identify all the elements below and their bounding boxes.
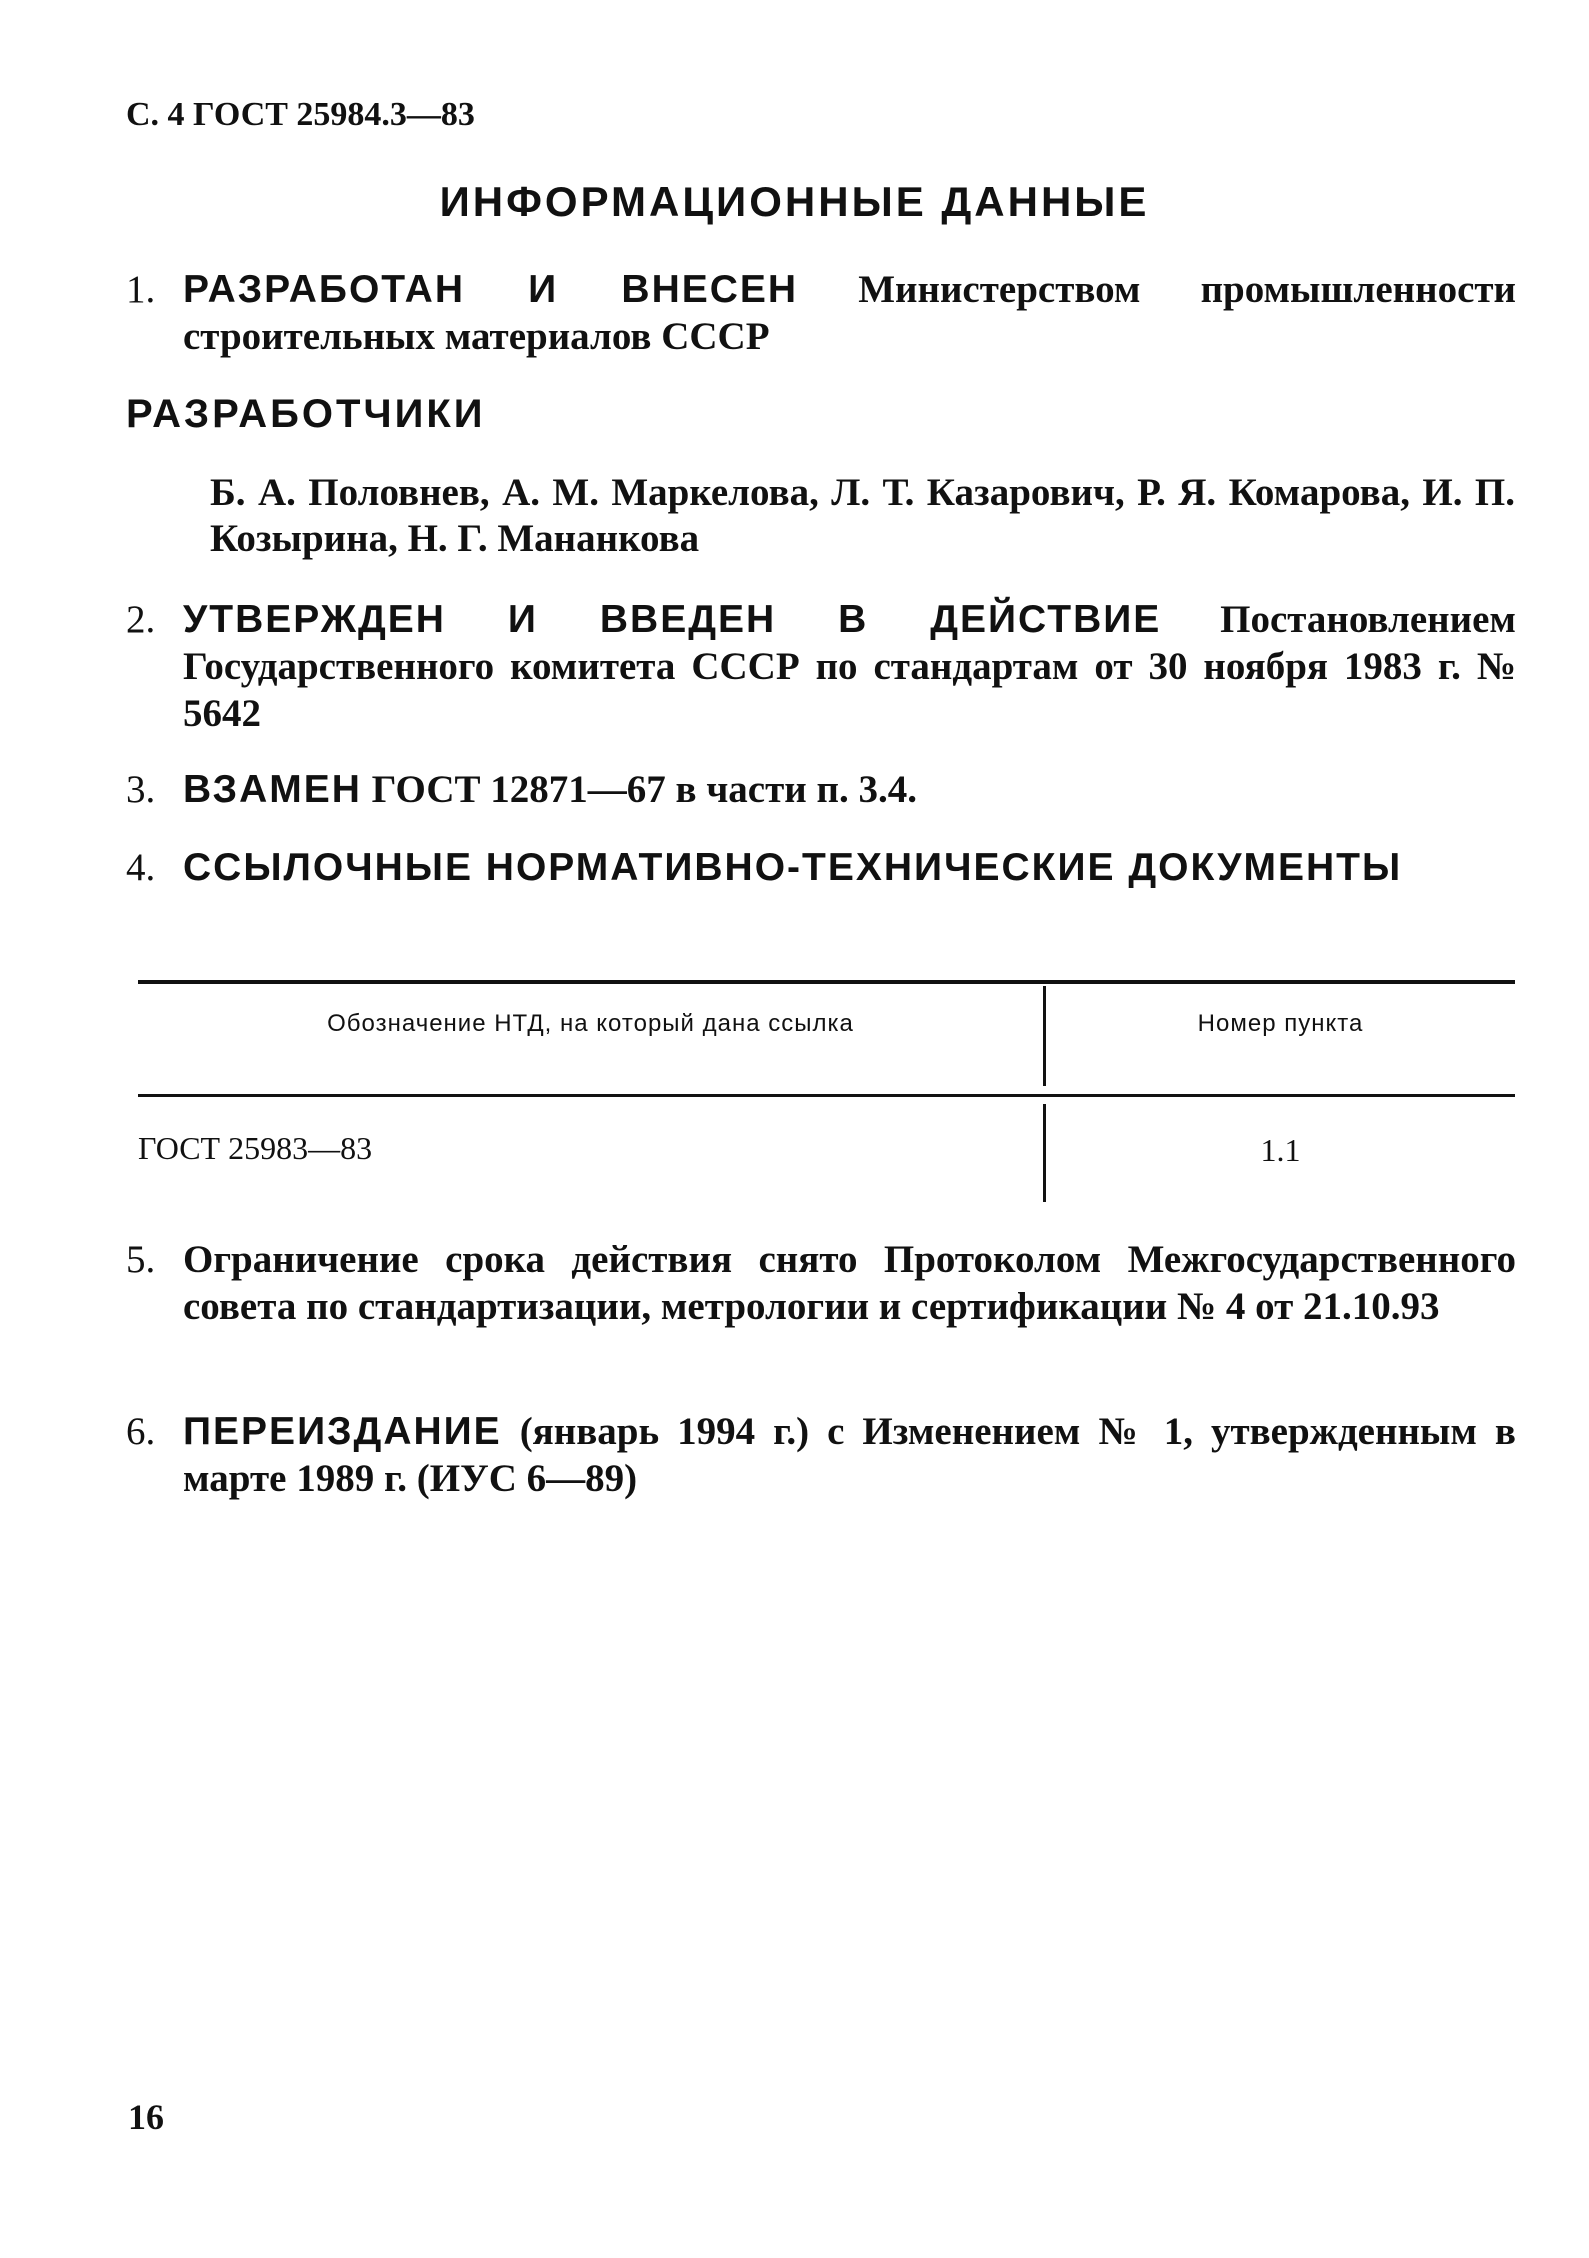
section-number: 3. (126, 768, 156, 811)
section-lead: ВЗАМЕН (183, 768, 362, 811)
table-cell-clause: 1.1 (1260, 1132, 1301, 1168)
section-number: 5. (126, 1238, 156, 1281)
section-text: Постановлением Государственного комитета СССР по стандартам от 30 ноября 1983 г. № 5642 (183, 598, 1516, 735)
section-lead: РАЗРАБОТАН И ВНЕСЕН (183, 268, 799, 311)
page-number: 16 (128, 2097, 164, 2137)
section-2 (126, 596, 1516, 737)
section-1 (126, 266, 1516, 360)
table-top-rule (138, 980, 1515, 984)
running-header: С. 4 ГОСТ 25984.3—83 (126, 96, 475, 133)
developers-list: Б. А. Половнев, А. М. Маркелова, Л. Т. Казарович, Р. Я. Комарова, И. П. Козырина, Н. Г. Мананкова (210, 471, 1515, 560)
section-number: 1. (126, 268, 156, 311)
section-text: ГОСТ 12871—67 в части п. 3.4. (371, 768, 917, 811)
table-header-clause: Номер пункта (1197, 1010, 1364, 1037)
reference-table (138, 980, 1515, 1210)
section-text: (январь 1994 г.) с Изменением № 1, утвержденным в марте 1989 г. (ИУС 6—89) (183, 1410, 1516, 1500)
section-number: 2. (126, 598, 156, 641)
developers-heading: РАЗРАБОТЧИКИ (126, 392, 486, 436)
section-lead: ССЫЛОЧНЫЕ НОРМАТИВНО-ТЕХНИЧЕСКИЕ ДОКУМЕНТЫ (183, 846, 1403, 889)
table-cell-designation: ГОСТ 25983—83 (138, 1130, 373, 1166)
section-number: 4. (126, 846, 156, 889)
section-5 (126, 1236, 1516, 1330)
section-text: Министерством промышленности строительных материалов СССР (183, 268, 1517, 358)
section-3 (126, 766, 1516, 813)
section-6 (126, 1408, 1516, 1502)
section-text: Ограничение срока действия снято Протоколом Межгосударственного совета по стандартизации, метрологии и сертификации № 4 от 21.10.93 (183, 1238, 1516, 1328)
page-title: ИНФОРМАЦИОННЫЕ ДАННЫЕ (439, 178, 1150, 225)
section-lead: ПЕРЕИЗДАНИЕ (183, 1410, 502, 1453)
table-header-rule (138, 1094, 1515, 1097)
section-4 (126, 844, 1516, 891)
table-header-designation: Обозначение НТД, на который дана ссылка (327, 1010, 854, 1037)
section-lead: УТВЕРЖДЕН И ВВЕДЕН В ДЕЙСТВИЕ (183, 598, 1162, 641)
section-number: 6. (126, 1410, 156, 1453)
